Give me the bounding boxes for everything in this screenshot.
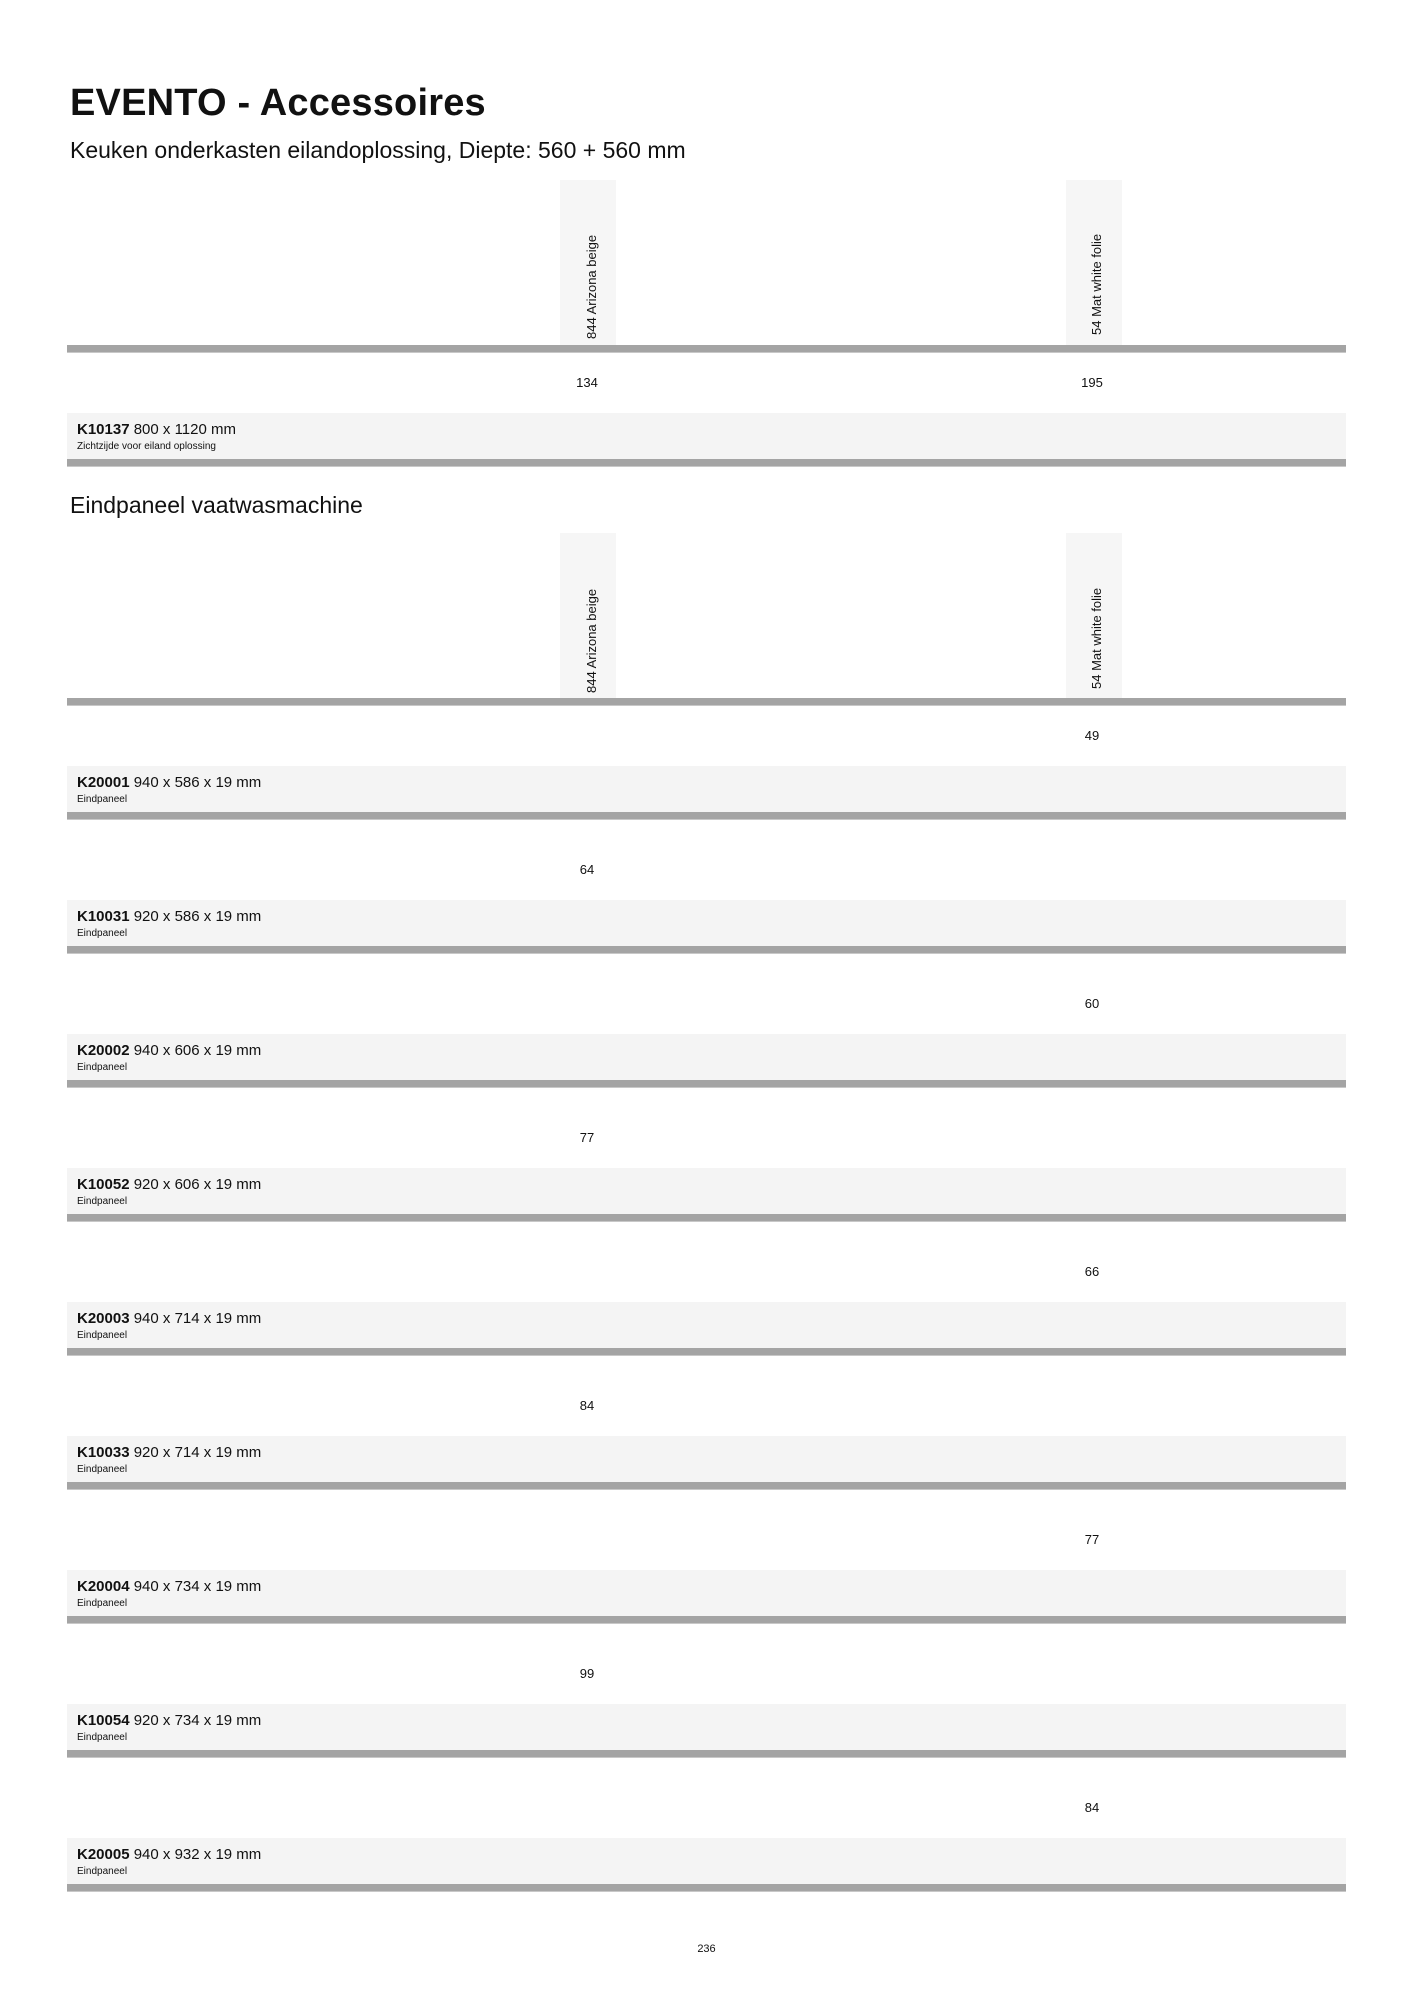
article-description: Eindpaneel: [77, 1598, 128, 1609]
article-code: K20004: [77, 1578, 130, 1595]
section-title-eindpaneel-vaatwasmachine: Eindpaneel vaatwasmachine: [70, 492, 363, 518]
article-description: Eindpaneel: [77, 1732, 128, 1743]
article-size: 920 x 606 x 19 mm: [133, 1176, 262, 1193]
price-arizona-beige: 99: [579, 1666, 595, 1681]
row-label-band: [67, 1838, 1346, 1885]
price-mat-white-folie: 60: [1084, 996, 1100, 1011]
row-separator-bar: [67, 459, 1346, 466]
row-separator-bar: [67, 946, 1346, 953]
row-code-line: [77, 421, 236, 438]
article-description: Eindpaneel: [77, 1196, 128, 1207]
column-header-mat-white-folie: 54 Mat white folie: [1089, 233, 1104, 335]
row-label-band: [67, 900, 1346, 947]
row-code-line: [77, 1042, 261, 1059]
row-separator-bar: [67, 812, 1346, 819]
article-code: K10137: [77, 421, 130, 438]
article-description: Eindpaneel: [77, 794, 128, 805]
article-description: Eindpaneel: [77, 1464, 128, 1475]
row-label-band: [67, 1570, 1346, 1617]
row-separator-bar: [67, 1080, 1346, 1087]
article-description: Eindpaneel: [77, 928, 128, 939]
row-label-band: [67, 1302, 1346, 1349]
price-mat-white-folie: 66: [1084, 1264, 1100, 1279]
page-title: EVENTO - Accessoires: [70, 82, 486, 124]
row-label-band: [67, 1168, 1346, 1215]
article-size: 920 x 586 x 19 mm: [133, 908, 262, 925]
price-arizona-beige: 64: [579, 862, 595, 877]
row-code-line: [77, 1712, 261, 1729]
article-size: 940 x 932 x 19 mm: [133, 1846, 262, 1863]
article-size: 940 x 714 x 19 mm: [133, 1310, 262, 1327]
price-mat-white-folie: 49: [1084, 728, 1100, 743]
article-code: K10033: [77, 1444, 130, 1461]
article-code: K20005: [77, 1846, 130, 1863]
row-separator-bar: [67, 1482, 1346, 1489]
row-separator-bar: [67, 1750, 1346, 1757]
price-mat-white-folie: 195: [1081, 375, 1103, 390]
price-arizona-beige: 77: [579, 1130, 595, 1145]
article-description: Zichtzijde voor eiland oplossing: [77, 441, 216, 452]
row-code-line: [77, 1176, 261, 1193]
price-mat-white-folie: 84: [1084, 1800, 1100, 1815]
article-code: K20002: [77, 1042, 130, 1059]
row-code-line: [77, 1578, 261, 1595]
price-arizona-beige: 84: [579, 1398, 595, 1413]
column-header-arizona-beige: 844 Arizona beige: [584, 588, 599, 693]
row-code-line: [77, 908, 261, 925]
row-label-band: [67, 1436, 1346, 1483]
page-number: 236: [697, 1943, 716, 1955]
column-header-arizona-beige: 844 Arizona beige: [584, 234, 599, 339]
article-size: 920 x 734 x 19 mm: [133, 1712, 262, 1729]
row-separator-bar: [67, 1616, 1346, 1623]
article-size: 940 x 606 x 19 mm: [133, 1042, 262, 1059]
article-code: K10052: [77, 1176, 130, 1193]
price-arizona-beige: 134: [576, 375, 598, 390]
row-code-line: [77, 1310, 261, 1327]
article-description: Eindpaneel: [77, 1330, 128, 1341]
row-code-line: [77, 774, 261, 791]
article-size: 800 x 1120 mm: [133, 421, 236, 438]
article-code: K10031: [77, 908, 130, 925]
article-size: 920 x 714 x 19 mm: [133, 1444, 262, 1461]
article-code: K10054: [77, 1712, 130, 1729]
article-size: 940 x 586 x 19 mm: [133, 774, 262, 791]
article-description: Eindpaneel: [77, 1062, 128, 1073]
column-header-mat-white-folie: 54 Mat white folie: [1089, 587, 1104, 689]
row-label-band: [67, 413, 1346, 460]
price-mat-white-folie: 77: [1084, 1532, 1100, 1547]
article-description: Eindpaneel: [77, 1866, 128, 1877]
row-separator-bar: [67, 1884, 1346, 1891]
article-code: K20001: [77, 774, 130, 791]
header-separator-bar: [67, 698, 1346, 705]
row-separator-bar: [67, 1214, 1346, 1221]
header-separator-bar: [67, 345, 1346, 352]
row-separator-bar: [67, 1348, 1346, 1355]
row-code-line: [77, 1444, 261, 1461]
article-code: K20003: [77, 1310, 130, 1327]
row-code-line: [77, 1846, 261, 1863]
row-label-band: [67, 766, 1346, 813]
row-label-band: [67, 1704, 1346, 1751]
section-title-eilandoplossing: Keuken onderkasten eilandoplossing, Diepte: 560 + 560 mm: [70, 137, 686, 163]
row-label-band: [67, 1034, 1346, 1081]
article-size: 940 x 734 x 19 mm: [133, 1578, 262, 1595]
